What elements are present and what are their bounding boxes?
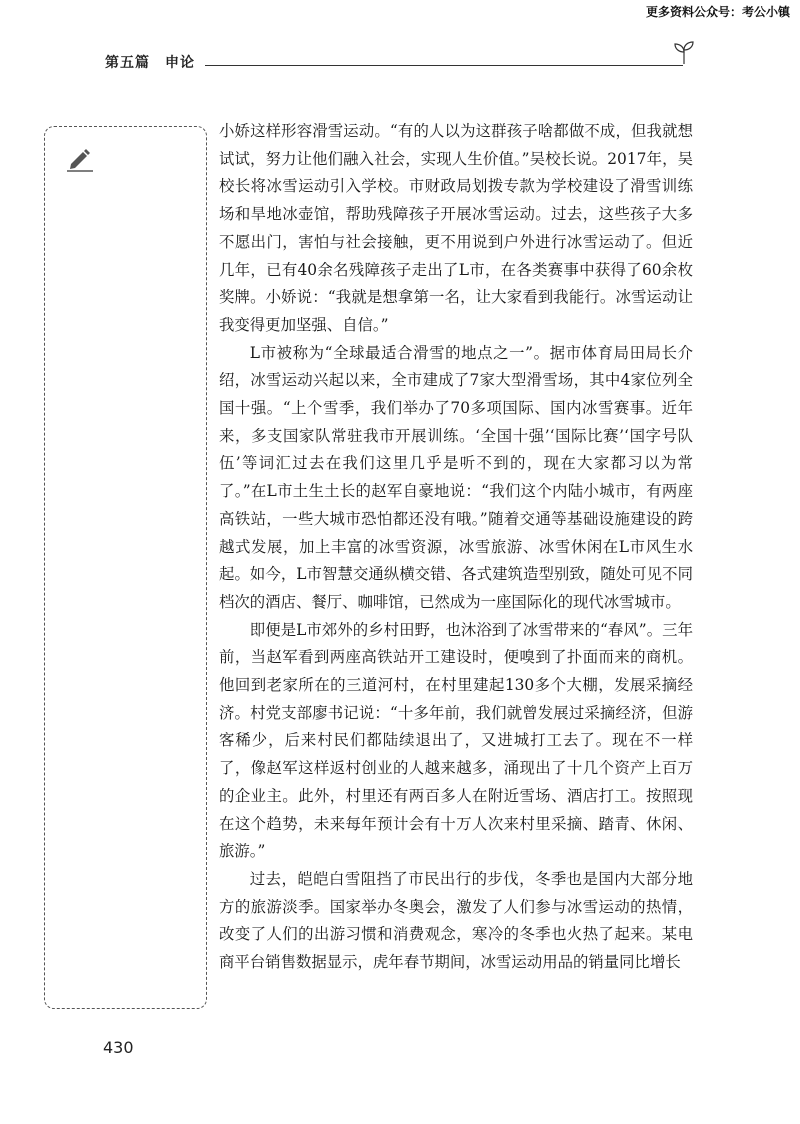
promo-banner: 更多资料公众号：考公小镇: [645, 5, 790, 19]
sprout-icon: [671, 40, 697, 66]
pencil-icon: [65, 147, 95, 173]
header-divider: [205, 65, 683, 66]
page-header: [105, 52, 685, 74]
paragraph: 过去，皑皑白雪阻挡了市民出行的步伐，冬季也是国内大部分地方的旅游淡季。国家举办冬奥会，激发了人们参与冰雪运动的热情，改变了人们的出游习惯和消费观念，寒冷的冬季也火热了起来。某电商平台销售数据显示，虎年春节期间，冰雪运动用品的销量同比增长: [219, 869, 693, 972]
notes-sidebar: [44, 126, 207, 1009]
paragraph: L市被称为“全球最适合滑雪的地点之一”。据市体育局田局长介绍，冰雪运动兴起以来，全市建成了7家大型滑雪场，其中4家位列全国十强。“上个雪季，我们举办了70多项国际、国内冰雪赛事。近年来，多支国家队常驻我市开展训练。‘全国十强’‘国际比赛’‘国字号队伍’等词汇过去在我们这里几乎是听不到的，现在大家都习以为常了。”在L市土生土长的赵军自豪地说：“我们这个内陆小城市，有两座高铁站，一些大城市恐怕都还没有哦。”随着交通等基础设施建设的跨越式发展，加上丰富的冰雪资源，冰雪旅游、冰雪休闲在L市风生水起。如今，L市智慧交通纵横交错、各式建筑造型别致，随处可见不同档次的酒店、餐厅、咖啡馆，已然成为一座国际化的现代冰雪城市。: [219, 343, 693, 611]
article-body: [219, 118, 693, 977]
page-number: 430: [103, 1038, 134, 1057]
section-title: 第五篇 申论: [105, 55, 195, 71]
paragraph: 小娇这样形容滑雪运动。“有的人以为这群孩子啥都做不成，但我就想试试，努力让他们融入社会，实现人生价值。”吴校长说。2017年，吴校长将冰雪运动引入学校。市财政局划拨专款为学校建设了滑雪训练场和旱地冰壶馆，帮助残障孩子开展冰雪运动。过去，这些孩子大多不愿出门，害怕与社会接触，更不用说到户外进行冰雪运动了。但近几年，已有40余名残障孩子走出了L市，在各类赛事中获得了60余枚奖牌。小娇说：“我就是想拿第一名，让大家看到我能行。冰雪运动让我变得更加坚强、自信。”: [219, 122, 693, 334]
paragraph: 即便是L市郊外的乡村田野，也沐浴到了冰雪带来的“春风”。三年前，当赵军看到两座高铁站开工建设时，便嗅到了扑面而来的商机。他回到老家所在的三道河村，在村里建起130多个大棚，发展采摘经济。村党支部廖书记说：“十多年前，我们就曾发展过采摘经济，但游客稀少，后来村民们都陆续退出了，又进城打工去了。现在不一样了，像赵军这样返村创业的人越来越多，涌现出了十几个资产上百万的企业主。此外，村里还有两百多人在附近雪场、酒店打工。按照现在这个趋势，未来每年预计会有十万人次来村里采摘、踏青、休闲、旅游。”: [219, 620, 693, 861]
